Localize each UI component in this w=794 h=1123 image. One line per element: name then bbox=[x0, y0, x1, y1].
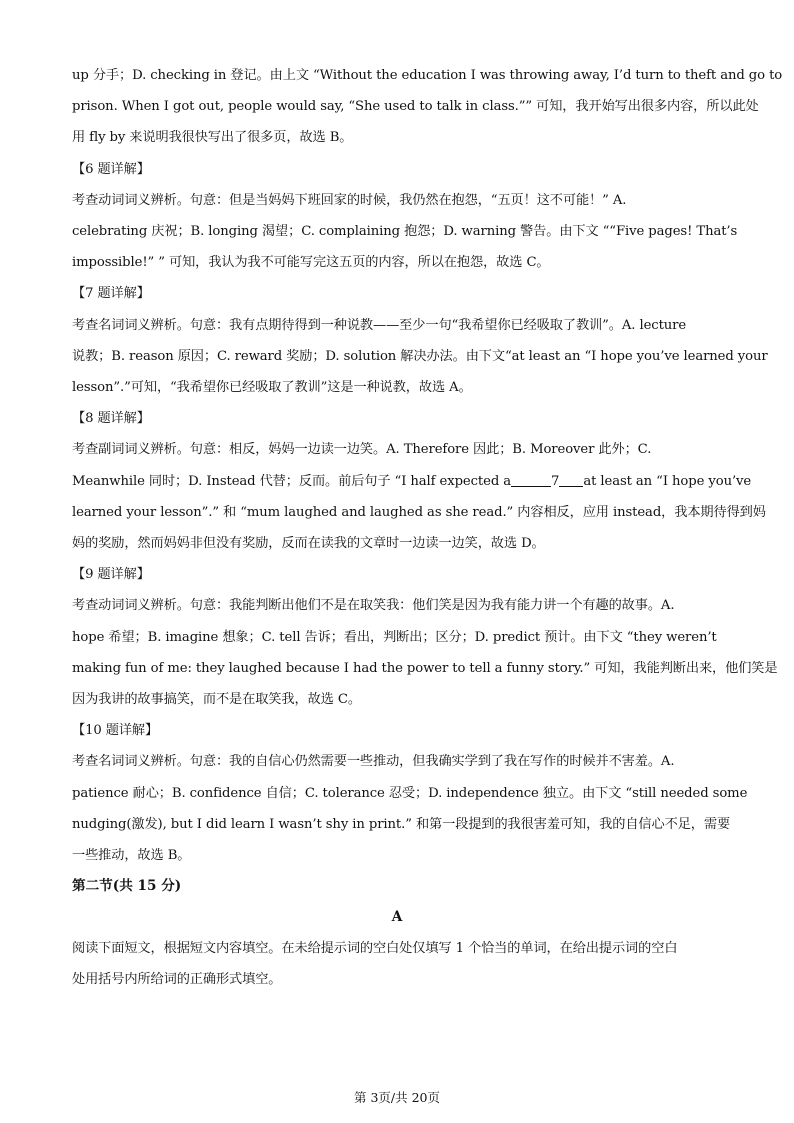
blank-underline bbox=[511, 472, 551, 486]
text-line: 考查动词词义辨析。句意：我能判断出他们不是在取笑我：他们笑是因为我有能力讲一个有趣的故事。A. bbox=[72, 598, 675, 614]
page-footer: 第 3页/共 20页 bbox=[353, 1090, 441, 1105]
question-10-explanation bbox=[72, 746, 748, 871]
question-9-explanation bbox=[72, 590, 778, 715]
blank-underline bbox=[559, 472, 583, 486]
question-7-heading: 【7 题详解】 bbox=[72, 286, 150, 302]
question-9-heading: 【9 题详解】 bbox=[72, 567, 150, 583]
question-6-heading: 【6 题详解】 bbox=[72, 161, 150, 177]
text-line: celebrating 庆祝；B. longing 渴望；C. complaining 抱怨；D. warning 警告。由下文 ““Five pages! That’s bbox=[72, 224, 738, 240]
text-line: 考查动词词义辨析。句意：但是当妈妈下班回家的时候，我仍然在抱怨，“五页！这不可能！” A. bbox=[72, 192, 627, 208]
text-line: making fun of me: they laughed because I had the power to tell a funny story.” 可知，我能判断出来，他们笑是 bbox=[72, 660, 778, 676]
text-line: up 分手；D. checking in 登记。由上文 “Without the education I was throwing away, I’d turn to theft and go to bbox=[72, 68, 783, 83]
text-line: 说教；B. reason 原因；C. reward 奖励；D. solution 解决办法。由下文“at least an “I hope you’ve learned your bbox=[72, 348, 768, 364]
text-line-with-blank bbox=[72, 466, 752, 497]
text-line: patience 耐心；B. confidence 自信；C. tolerance 忍受；D. independence 独立。由下文 “still needed some bbox=[72, 785, 748, 801]
text-line: 考查名词词义辨析。句意：我的自信心仍然需要一些推动，但我确实学到了我在写作的时候并不害羞。A. bbox=[72, 754, 675, 770]
text-line: lesson”.”可知，“我希望你已经吸取了教训”这是一种说教，故选 A。 bbox=[72, 380, 472, 396]
section-title: 第二节(共 15 分) bbox=[72, 878, 182, 895]
passage-letter: A bbox=[391, 909, 403, 926]
text-line: impossible!” ” 可知，我认为我不可能写完这五页的内容，所以在抱怨，故选 C。 bbox=[72, 255, 550, 271]
section-instructions bbox=[72, 933, 722, 995]
text-line: 一些推动，故选 B。 bbox=[72, 848, 191, 864]
text-segment: Meanwhile 同时；D. Instead 代替；反而。前后句子 “I half expected a bbox=[72, 473, 512, 489]
paragraph-5-explanation-tail bbox=[72, 60, 783, 154]
document-body bbox=[72, 60, 783, 996]
question-10-heading: 【10 题详解】 bbox=[72, 723, 159, 739]
blank-number: 7 bbox=[551, 473, 560, 489]
text-line: 因为我讲的故事搞笑，而不是在取笑我，故选 C。 bbox=[72, 692, 361, 708]
text-line: 处用括号内所给词的正确形式填空。 bbox=[72, 972, 282, 988]
question-8-heading: 【8 题详解】 bbox=[72, 411, 150, 427]
text-segment: at least an “I hope you’ve bbox=[583, 473, 752, 489]
text-line: prison. When I got out, people would say, “She used to talk in class.”” 可知，我开始写出很多内容，所以此处 bbox=[72, 99, 759, 115]
question-8-explanation bbox=[72, 434, 766, 559]
text-line: learned your lesson”.” 和 “mum laughed and laughed as she read.” 内容相反，应用 instead，我本期待得到妈 bbox=[72, 504, 766, 520]
text-line: hope 希望；B. imagine 想象；C. tell 告诉；看出，判断出；区分；D. predict 预计。由下文 “they weren’t bbox=[72, 629, 717, 645]
text-line: 妈的奖励，然而妈妈非但没有奖励，反而在读我的文章时一边读一边笑，故选 D。 bbox=[72, 536, 545, 552]
text-line: 阅读下面短文，根据短文内容填空。在未给提示词的空白处仅填写 1 个恰当的单词，在给出提示词的空白 bbox=[72, 941, 678, 957]
text-line: 考查名词词义辨析。句意：我有点期待得到一种说教——至少一句“我希望你已经吸取了教训”。A. lecture bbox=[72, 317, 687, 333]
question-6-explanation bbox=[72, 185, 738, 279]
text-line: 用 fly by 来说明我很快写出了很多页，故选 B。 bbox=[72, 130, 353, 146]
question-7-explanation bbox=[72, 310, 768, 404]
text-line: nudging(激发), but I did learn I wasn’t shy in print.” 和第一段提到的我很害羞可知，我的自信心不足，需要 bbox=[72, 816, 731, 832]
text-line: 考查副词词义辨析。句意：相反，妈妈一边读一边笑。A. Therefore 因此；B. Moreover 此外；C. bbox=[72, 442, 652, 458]
